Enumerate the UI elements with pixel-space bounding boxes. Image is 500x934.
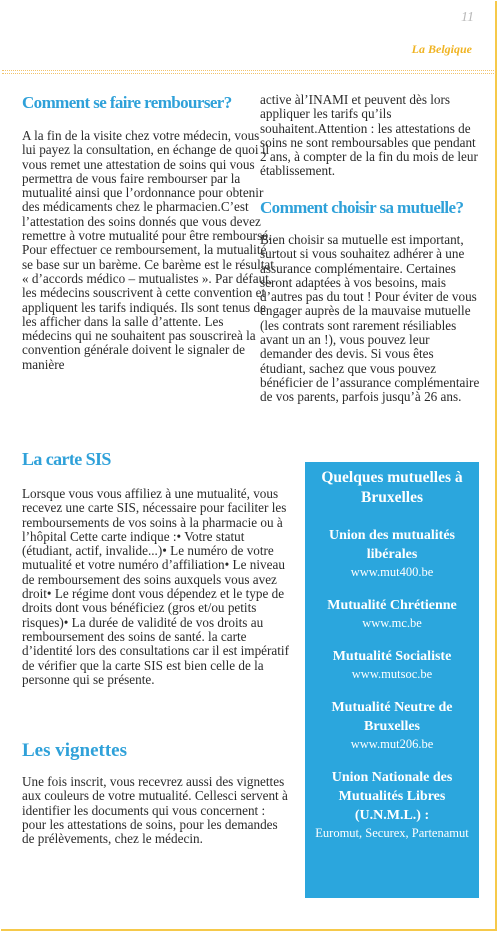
header-divider-secondary (2, 73, 496, 74)
mutuelle-name: Mutualité Chrétienne (327, 598, 457, 613)
text-rembourser-continued: active àl’INAMI et peuvent dès lors appliquer les tarifs qu’ils souhaitent.Attention : les attestations de soins ne sont remboursables que pendant 2 ans, à compter de la fin du mois de leur établissement. (260, 92, 478, 179)
text-carte-sis: Lorsque vous vous affiliez à une mutualité, vous recevez une carte SIS, nécessaire pour faciliter les remboursements de vos soins à la pharmacie ou à l’hôpital Cette carte indique :• Votre statut (étudiant, actif, invalide...)• Le numéro de votre mutualité et votre numéro d’affiliation• Le niveau de remboursement des soins auxquels vous avez droit• Le régime dont vous dépendez et le type de droits dont vous bénéficiez (gros et/ou petits risques)• La durée de validité de vos droits au remboursement des soins de santé. la carte d’identité lors des consultations car il est impératif de vérifier que la carte SIS est bien celle de la personne qui se présente. (22, 486, 289, 687)
mutuelle-name: Mutualité Socialiste (332, 649, 452, 664)
mutuelles-sidebox (305, 462, 479, 898)
text-vignettes: Une fois inscrit, vous recevrez aussi des vignettes aux couleurs de votre mutualité. Cellesci servent à identifier les documents qui vous concernent : pour les attestations de soins, pour les demandes de prélèvements, chez le médecin. (22, 774, 288, 847)
mutuelle-entry (305, 526, 479, 581)
mutuelle-entry (305, 596, 479, 632)
mutuelle-url: www.mutsoc.be (351, 667, 433, 681)
mutuelle-entry (305, 647, 479, 683)
mutuelle-url: Euromut, Securex, Partenamut (315, 826, 469, 840)
heading-vignettes: Les vignettes (22, 740, 128, 761)
section-tag: La Belgique (411, 42, 472, 56)
mutuelle-entry (305, 698, 479, 753)
heading-carte-sis: La carte SIS (22, 449, 111, 469)
heading-choisir-mutuelle: Comment choisir sa mutuelle? (260, 198, 464, 217)
header-divider (2, 70, 496, 71)
mutuelle-url: www.mc.be (362, 616, 422, 630)
mutuelle-url: www.mut206.be (350, 737, 434, 751)
heading-rembourser: Comment se faire rembourser? (22, 93, 232, 112)
mutuelle-name: Mutualité Neutre de Bruxelles (331, 700, 453, 734)
page-number: 11 (461, 10, 474, 25)
mutuelle-entry (305, 768, 479, 842)
sidebox-title: Quelques mutuelles à Bruxelles (321, 469, 463, 506)
text-choisir-mutuelle: Bien choisir sa mutuelle est important, surtout si vous souhaitez adhérer à une assurance complémentaire. Certaines seront adaptées à vos besoins, mais d’autres pas du tout ! Pour éviter de vous engager auprès de la mauvaise mutuelle (les contrats sont rarement résiliables avant un an !), vous pouvez leur demander des devis. Si vous êtes étudiant, sachez que vous pouvez bénéficier de l’assurance complémentaire de vos parents, parfois jusqu’à 26 ans. (260, 232, 480, 405)
mutuelle-name: Union des mutualités libérales (328, 528, 456, 562)
text-rembourser: A la fin de la visite chez votre médecin, vous lui payez la consultation, en échange de quoi il vous remet une attestation de soins qui vous permettra de vous faire rembourser par la mutualité ainsi que l’ordonnance pour obtenir des médicaments chez le pharmacien.C’est l’attestation des soins donnés que vous devez remettre à votre mutualité pour être remboursé. Pour effectuer ce remboursement, la mutualité se base sur un barème. Ce barème est le résultat « d’accords médico – mutualistes ». Par défaut, les médecins souscrivent à cette convention et appliquent les tarifs indiqués. Ils sont tenus de les afficher dans la salle d’attente. Les médecins qui ne souhaitent pas souscrireà la convention générale doivent le signaler de manière (22, 128, 274, 372)
mutuelle-url: www.mut400.be (350, 565, 434, 579)
mutuelle-name: Union Nationale des Mutualités Libres (U.N.M.L.) : (331, 770, 453, 823)
